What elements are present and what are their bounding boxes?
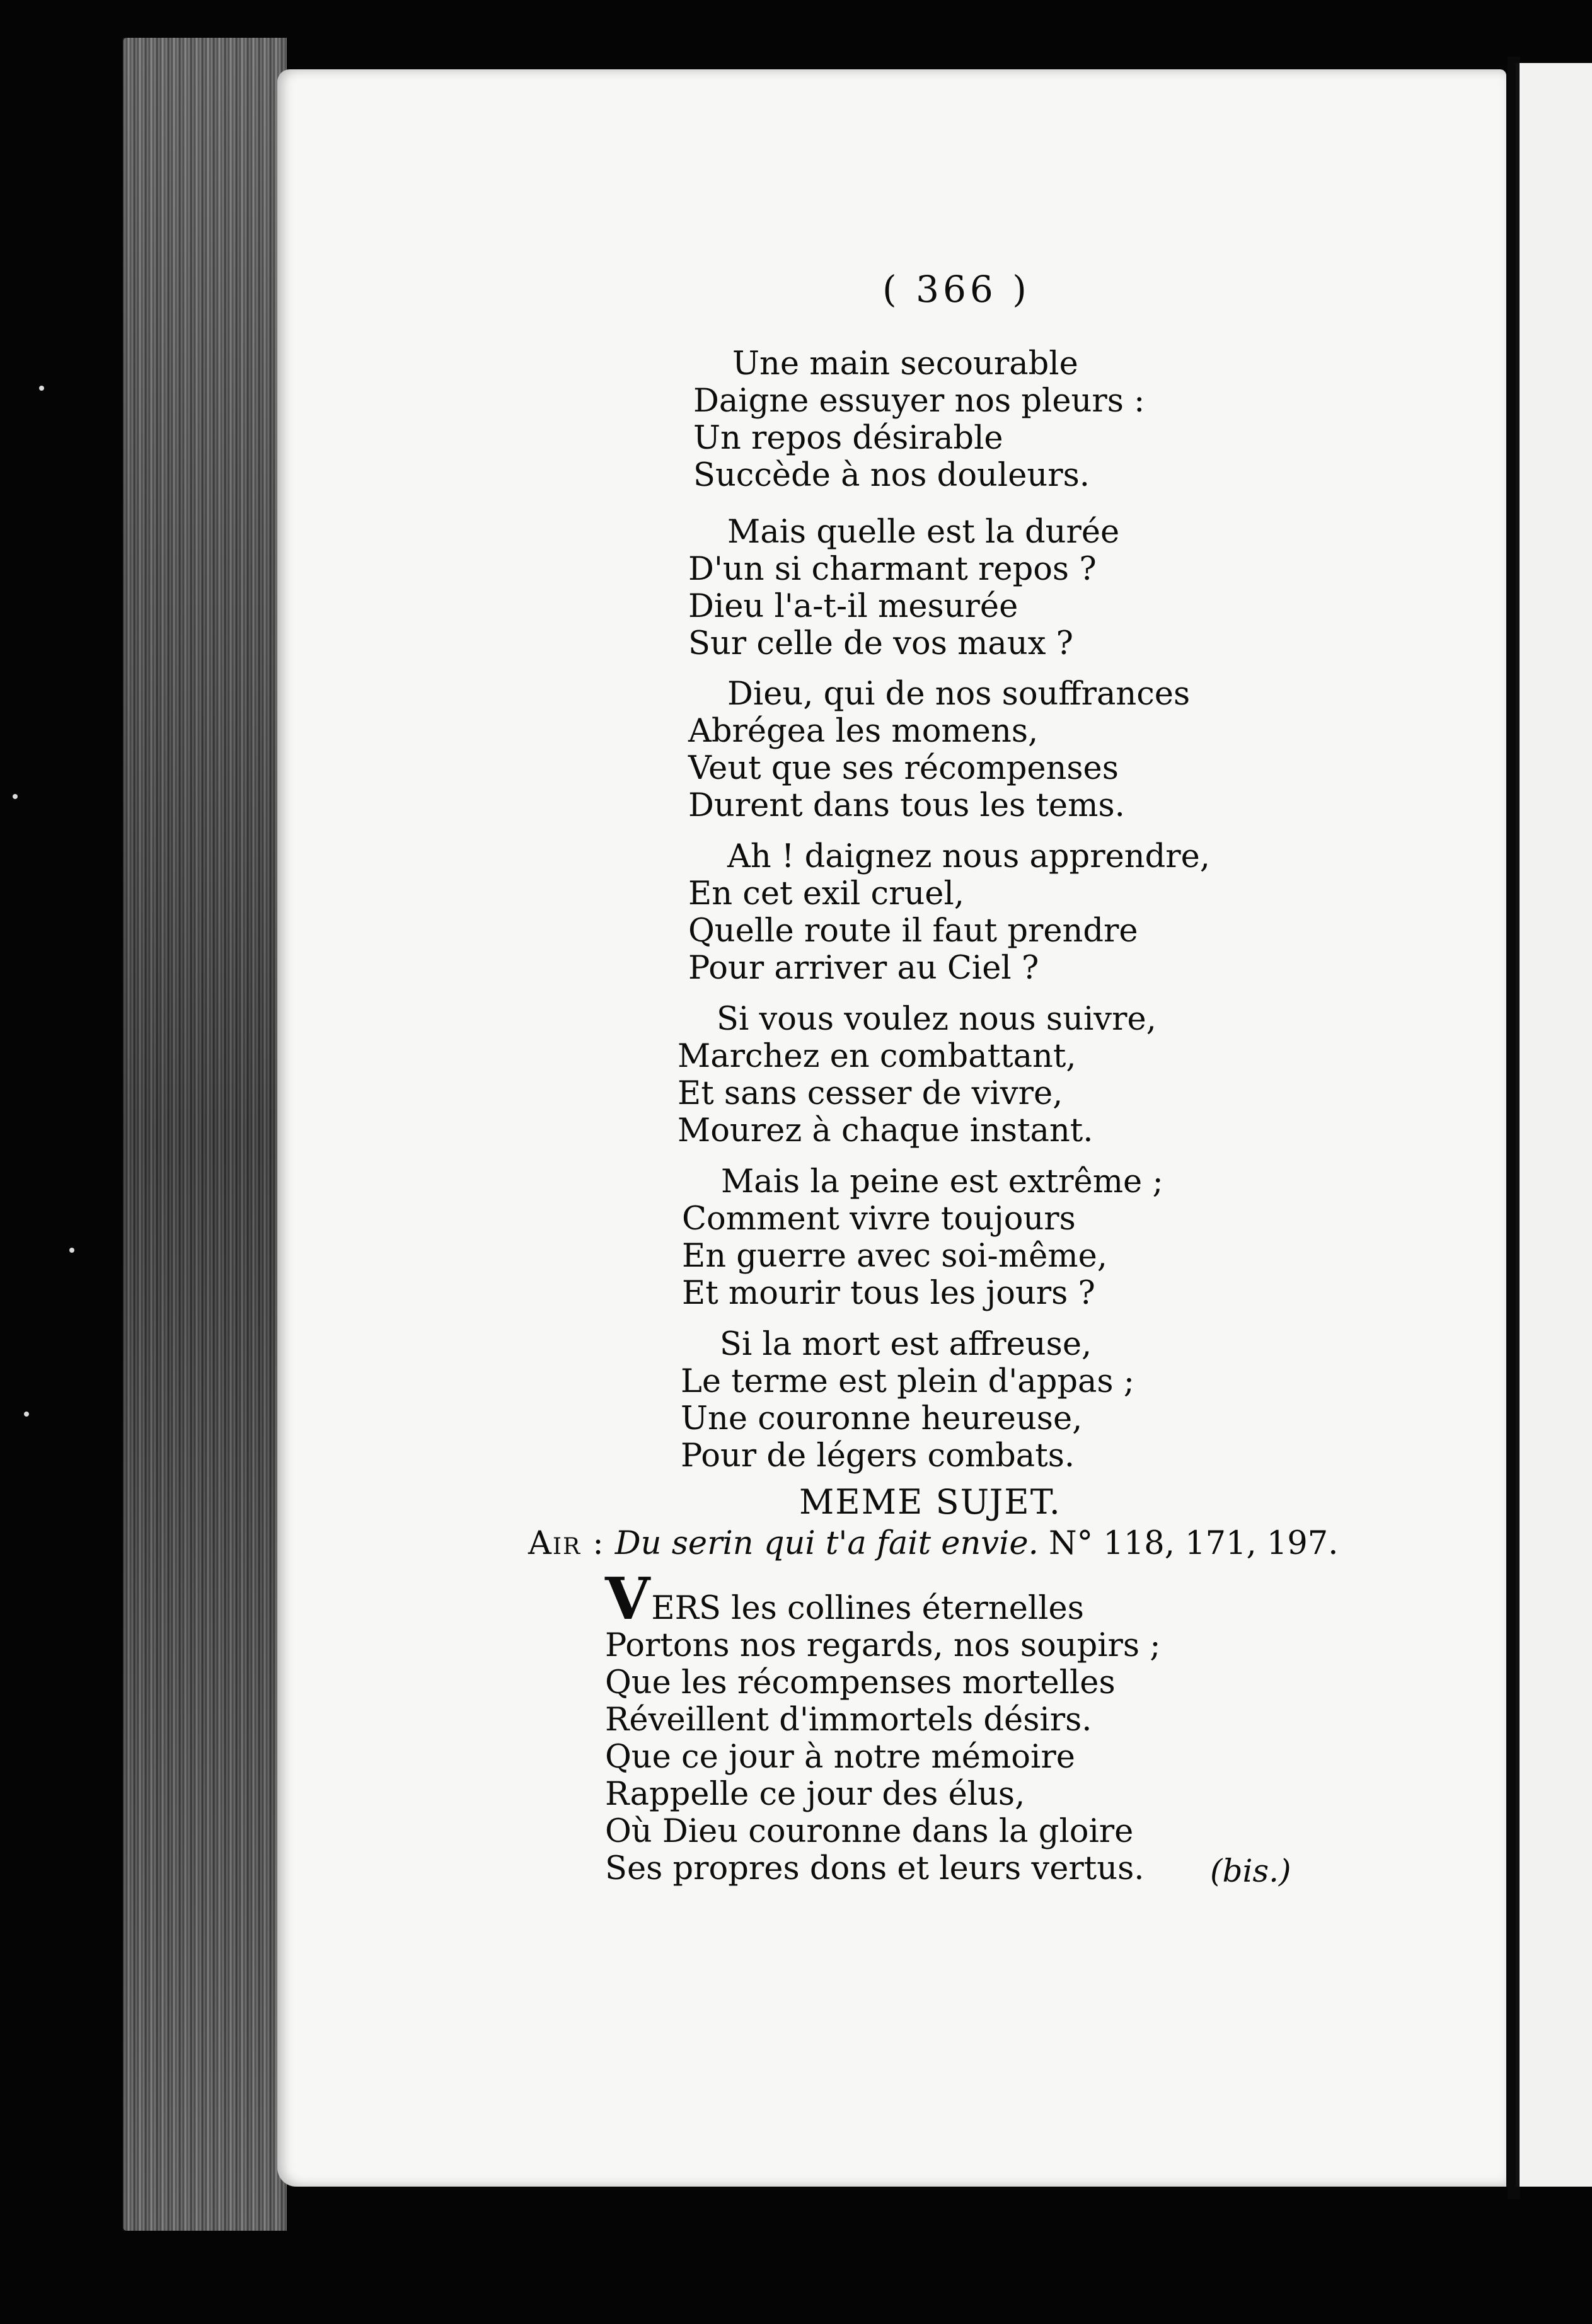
refrain-mark: (bis.) <box>1210 1853 1291 1889</box>
section-heading: MEME SUJET. <box>799 1482 1061 1522</box>
verse-line: Succède à nos douleurs. <box>693 457 1090 494</box>
verse-line: Où Dieu couronne dans la gloire <box>605 1813 1134 1850</box>
verse-first-line <box>605 1565 1161 1633</box>
verse-line: Quelle route il faut prendre <box>688 912 1138 950</box>
hymn-stanza <box>605 1565 1161 1887</box>
verse-line: Daigne essuyer nos pleurs : <box>693 383 1145 420</box>
dust-speck <box>69 1248 74 1253</box>
air-numbers: N° 118, 171, 197. <box>1049 1525 1339 1562</box>
air-title: Du serin qui t'a fait envie. <box>614 1525 1039 1562</box>
stanza-1 <box>693 345 1145 494</box>
verse-line: Marchez en combattant, <box>678 1038 1076 1075</box>
verse-line: Portons nos regards, nos soupirs ; <box>605 1627 1161 1664</box>
verse-line: Comment vivre toujours <box>682 1200 1076 1238</box>
stanza-3 <box>688 676 1190 824</box>
verse-line: Si vous voulez nous suivre, <box>717 1001 1157 1038</box>
verse-line: Que les récompenses mortelles <box>605 1664 1116 1701</box>
verse-line: Abrégea les momens, <box>688 713 1039 750</box>
verse-line: Une main secourable <box>732 345 1078 383</box>
verse-line: En guerre avec soi-même, <box>682 1238 1108 1275</box>
verse-line: Pour de légers combats. <box>681 1437 1075 1475</box>
verse-line: Le terme est plein d'appas ; <box>681 1363 1134 1400</box>
stanza-6 <box>682 1163 1163 1312</box>
page-number: ( 366 ) <box>882 268 1030 311</box>
verse-line: Ah ! daignez nous apprendre, <box>727 838 1211 875</box>
verse-line: Rappelle ce jour des élus, <box>605 1776 1025 1813</box>
verse-line: Durent dans tous les tems. <box>688 787 1125 824</box>
verse-line: Et mourir tous les jours ? <box>682 1275 1095 1312</box>
stanza-2 <box>688 514 1119 662</box>
verse-line: Que ce jour à notre mémoire <box>605 1739 1075 1776</box>
verse-line: Un repos désirable <box>693 420 1003 457</box>
dust-speck <box>24 1412 29 1417</box>
verse-line: En cet exil cruel, <box>688 875 965 912</box>
verse-line: Dieu, qui de nos souffrances <box>727 676 1191 713</box>
stanza-5 <box>678 1001 1157 1149</box>
verse-line: D'un si charmant repos ? <box>688 551 1097 588</box>
air-label: Air : <box>528 1525 605 1562</box>
verse-line: Mourez à chaque instant. <box>678 1112 1093 1149</box>
verse-line: Et sans cesser de vivre, <box>678 1075 1063 1112</box>
verse-line: Ses propres dons et leurs vertus. <box>605 1850 1145 1887</box>
verse-line: Une couronne heureuse, <box>681 1400 1083 1437</box>
air-line <box>528 1525 1338 1562</box>
verse-line: Dieu l'a-t-il mesurée <box>688 588 1018 625</box>
verse-line: Pour arriver au Ciel ? <box>688 950 1039 987</box>
verse-line: Sur celle de vos maux ? <box>688 625 1074 662</box>
verse-line: Mais quelle est la durée <box>727 514 1120 551</box>
stanza-7 <box>681 1326 1134 1475</box>
verse-line: Réveillent d'immortels désirs. <box>605 1701 1092 1739</box>
stanza-4 <box>688 838 1210 987</box>
dust-speck <box>13 794 18 799</box>
verse-line: Si la mort est affreuse, <box>720 1326 1092 1363</box>
verse-line: Mais la peine est extrême ; <box>721 1163 1163 1200</box>
dust-speck <box>39 386 44 391</box>
first-line-text: ERS les collines éternelles <box>651 1590 1084 1627</box>
verse-line: Veut que ses récompenses <box>688 750 1119 787</box>
drop-cap: V <box>605 1565 652 1633</box>
